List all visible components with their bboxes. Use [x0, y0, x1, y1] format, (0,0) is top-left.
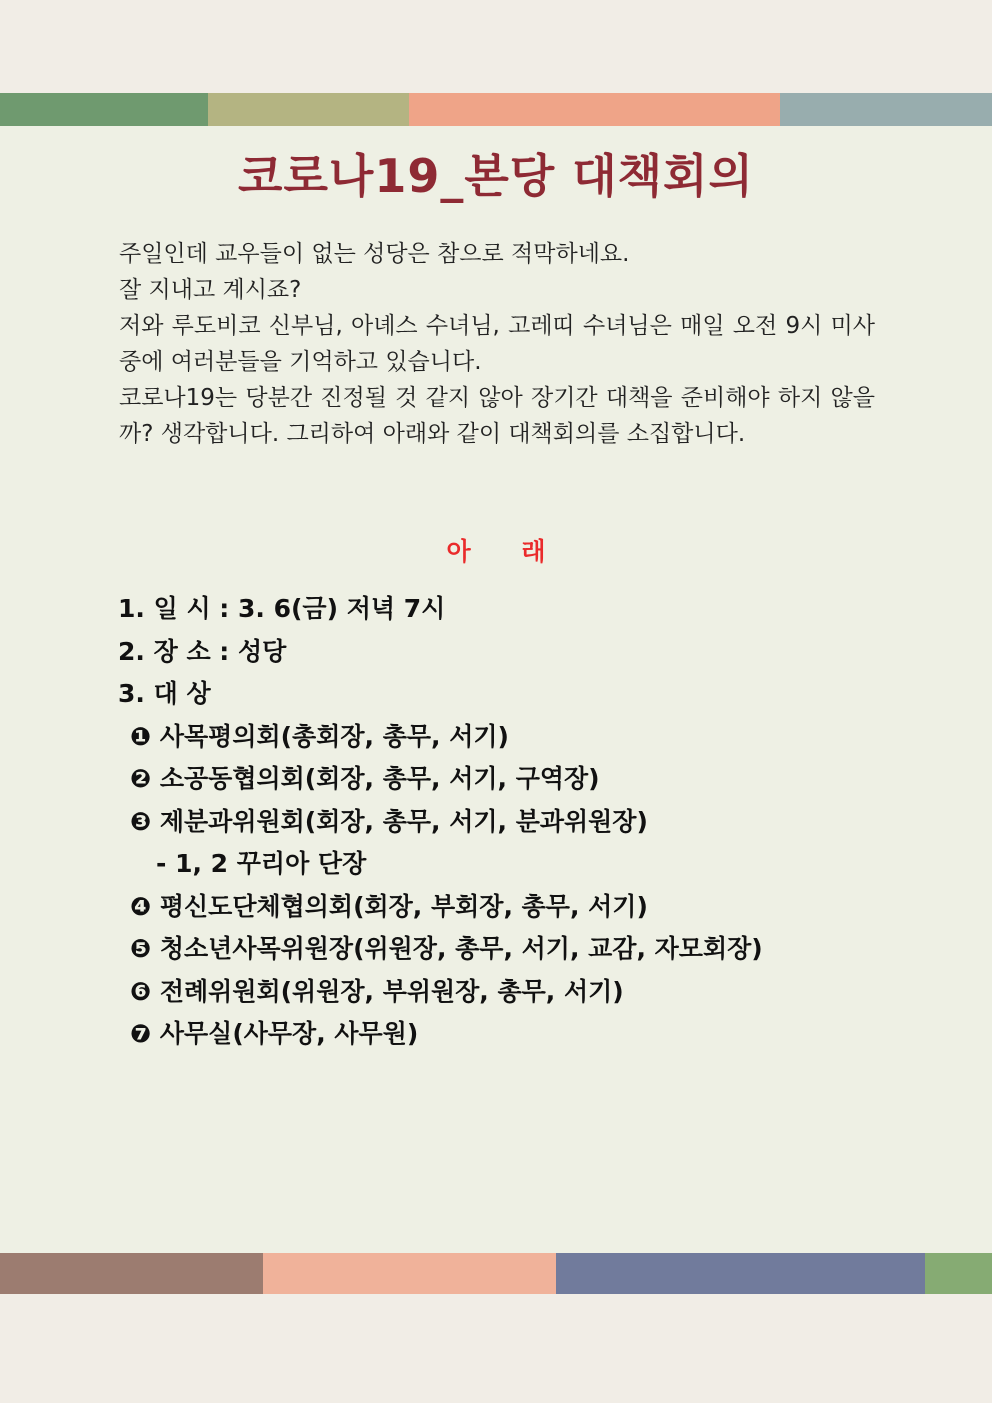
stripe-segment: [263, 1253, 556, 1294]
meeting-details-list: [118, 588, 898, 1056]
intro-line: 코로나19는 당분간 진정될 것 같지 않아 장기간 대책을 준비해야 하지 않을까? 생각합니다. 그리하여 아래와 같이 대책회의를 소집합니다.: [119, 385, 875, 447]
page-title: 코로나19_본당 대책회의: [238, 149, 754, 203]
bottom-color-stripe: [0, 1253, 992, 1294]
detail-item: 3. 대 상: [118, 679, 211, 708]
stripe-segment: [0, 93, 208, 126]
stripe-segment: [556, 1253, 925, 1294]
attendee-item: ❼ 사무실(사무장, 사무원): [130, 1019, 419, 1048]
stripe-segment: [780, 93, 992, 126]
detail-item: 1. 일 시 : 3. 6(금) 저녁 7시: [118, 594, 446, 623]
attendee-item: ❸ 제분과위원회(회장, 총무, 서기, 분과위원장): [130, 806, 648, 836]
attendee-item: ❶ 사목평의회(총회장, 총무, 서기): [130, 721, 509, 751]
notice-heading: 아 래: [446, 537, 546, 566]
attendee-item: ❺ 청소년사목위원장(위원장, 총무, 서기, 교감, 자모회장): [130, 934, 763, 963]
attendee-item: ❷ 소공동협의회(회장, 총무, 서기, 구역장): [130, 764, 600, 793]
intro-paragraphs: [119, 236, 875, 452]
detail-item: 2. 장 소 : 성당: [118, 636, 287, 666]
intro-line: 주일인데 교우들이 없는 성당은 참으로 적막하네요.: [119, 241, 630, 267]
stripe-segment: [0, 1253, 263, 1294]
stripe-segment: [208, 93, 409, 126]
attendee-sub-item: - 1, 2 꾸리아 단장: [156, 849, 367, 878]
top-color-stripe: [0, 93, 992, 126]
attendee-item: ❹ 평신도단체협의회(회장, 부회장, 총무, 서기): [130, 891, 648, 921]
intro-line: 잘 지내고 계시죠?: [119, 277, 302, 303]
stripe-segment: [409, 93, 780, 126]
stripe-segment: [925, 1253, 992, 1294]
attendee-item: ❻ 전례위원회(위원장, 부위원장, 총무, 서기): [130, 976, 624, 1006]
intro-line: 저와 루도비코 신부님, 아녜스 수녀님, 고레띠 수녀님은 매일 오전 9시 미사 중에 여러분들을 기억하고 있습니다.: [119, 313, 875, 375]
